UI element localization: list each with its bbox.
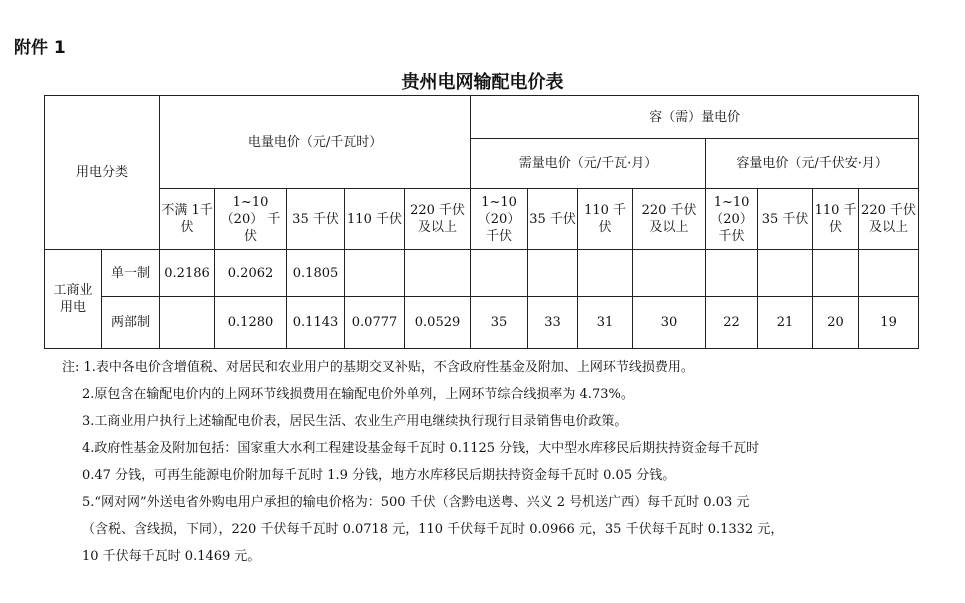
header-capacity-group: 容（需）量电价	[471, 96, 919, 139]
table-cell: 21	[758, 297, 813, 349]
attachment-label: 附件 1	[14, 38, 66, 58]
table-cell: 0.1805	[287, 250, 345, 297]
note-5-cont: （含税、含线损，下同），220 千伏每千瓦时 0.0718 元，110 千伏每千瓦时 0.0966 元，35 千伏每千瓦时 0.1332 元，	[82, 522, 784, 537]
table-cell: 0.1280	[215, 297, 287, 349]
note-2: 2.原包含在输配电价内的上网环节线损费用在输配电价外单列，上网环节综合线损率为 4.73%。	[82, 387, 634, 402]
table-cell	[471, 250, 528, 297]
page-title: 贵州电网输配电价表	[401, 72, 564, 93]
group-label: 工商业 用电	[45, 250, 102, 349]
demand-col-header: 220 千伏 及以上	[633, 189, 706, 250]
table-row	[45, 250, 919, 297]
table-cell: 30	[633, 297, 706, 349]
table-cell	[345, 250, 405, 297]
table-cell	[633, 250, 706, 297]
table-cell	[528, 250, 578, 297]
capacity-col-header: 35 千伏	[758, 189, 813, 250]
note-4: 4.政府性基金及附加包括：国家重大水利工程建设基金每千瓦时 0.1125 分钱，大中型水库移民后期扶持资金每千瓦时	[82, 441, 760, 456]
note-4-cont: 0.47 分钱，可再生能源电价附加每千瓦时 1.9 分钱，地方水库移民后期扶持资金每千瓦时 0.05 分钱。	[82, 468, 676, 483]
table-cell	[160, 297, 215, 349]
notes	[62, 354, 932, 570]
capacity-col-header: 110 千伏	[813, 189, 859, 250]
demand-col-header: 110 千伏	[578, 189, 633, 250]
table-cell: 35	[471, 297, 528, 349]
note-1: 注: 1.表中各电价含增值税、对居民和农业用户的基期交叉补贴，不含政府性基金及附加、上网环节线损费用。	[62, 360, 694, 375]
demand-col-header: 1~10 （20） 千伏	[471, 189, 528, 250]
note-5-cont: 10 千伏每千瓦时 0.1469 元。	[82, 549, 261, 564]
energy-col-header: 1~10（20） 千伏	[215, 189, 287, 250]
energy-col-header: 不满 1千伏	[160, 189, 215, 250]
header-capacity-price: 容量电价（元/千伏安·月）	[706, 139, 919, 189]
table-cell: 0.0777	[345, 297, 405, 349]
capacity-col-header: 220 千伏 及以上	[859, 189, 919, 250]
header-demand-price: 需量电价（元/千瓦·月）	[471, 139, 706, 189]
note-5: 5.“网对网”外送电省外购电用户承担的输电价格为：500 千伏（含黔电送粤、兴义 2 号机送广西）每千瓦时 0.03 元	[82, 495, 750, 510]
demand-col-header: 35 千伏	[528, 189, 578, 250]
table-cell: 0.1143	[287, 297, 345, 349]
table-cell: 31	[578, 297, 633, 349]
row-name: 两部制	[102, 297, 160, 349]
energy-col-header: 220 千伏 及以上	[405, 189, 471, 250]
row-name: 单一制	[102, 250, 160, 297]
table-cell: 33	[528, 297, 578, 349]
table-cell	[578, 250, 633, 297]
table-cell: 19	[859, 297, 919, 349]
tariff-table	[44, 95, 919, 349]
table-cell: 20	[813, 297, 859, 349]
header-energy-price: 电量电价（元/千瓦时）	[160, 96, 471, 189]
table-cell	[706, 250, 758, 297]
table-cell	[758, 250, 813, 297]
note-3: 3.工商业用户执行上述输配电价表，居民生活、农业生产用电继续执行现行目录销售电价政策。	[82, 414, 628, 429]
energy-col-header: 35 千伏	[287, 189, 345, 250]
table-cell: 0.0529	[405, 297, 471, 349]
table-cell: 0.2062	[215, 250, 287, 297]
header-category: 用电分类	[45, 96, 160, 250]
table-cell	[405, 250, 471, 297]
table-cell	[813, 250, 859, 297]
table-cell: 0.2186	[160, 250, 215, 297]
table-cell	[859, 250, 919, 297]
energy-col-header: 110 千伏	[345, 189, 405, 250]
table-cell: 22	[706, 297, 758, 349]
capacity-col-header: 1~10 （20） 千伏	[706, 189, 758, 250]
table-row	[45, 297, 919, 349]
